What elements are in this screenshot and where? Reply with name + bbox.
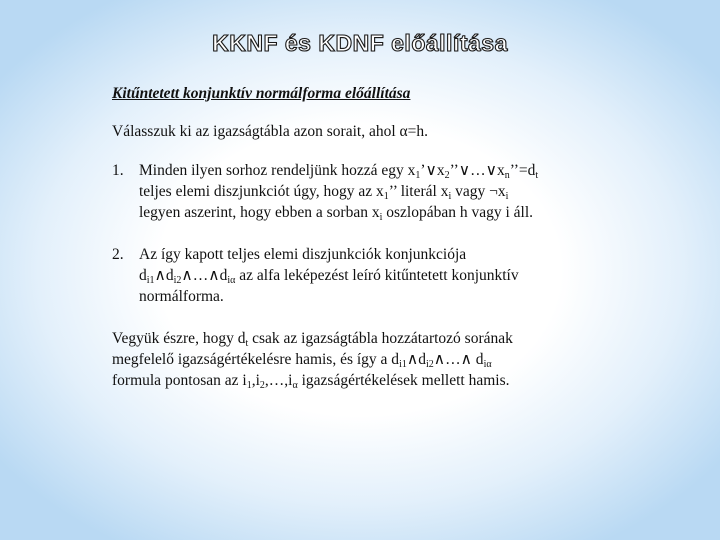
text-fragment: ,…,i (264, 372, 293, 389)
text-fragment: ’’=d (509, 162, 536, 179)
subscript: i2 (425, 359, 434, 370)
list-number: 2. (112, 246, 124, 263)
text-fragment: igazságértékelések mellett hamis. (297, 372, 510, 389)
subscript: i1 (146, 275, 155, 286)
closing-line (112, 370, 612, 391)
subscript: α (292, 380, 298, 391)
text-fragment: megfelelő igazságértékelésre hamis, és így a d (112, 351, 400, 368)
subscript: n (504, 170, 510, 181)
list-line (139, 265, 612, 286)
slide-title: KKNF és KDNF előállítása (212, 30, 508, 56)
list-line: Az így kapott teljes elemi diszjunkciók konjunkciója (139, 246, 467, 263)
list-line (139, 181, 612, 202)
subscript: i (379, 212, 383, 223)
subscript: i2 (173, 275, 182, 286)
text-fragment: Vegyük észre, hogy d (112, 330, 246, 347)
intro-text: Válasszuk ki az igazságtábla azon sorait, ahol α=h. (112, 123, 428, 140)
subscript: t (535, 170, 539, 181)
steps-list (112, 160, 612, 307)
section-subtitle: Kitűntetett konjunktív normálforma előállítása (112, 85, 411, 102)
list-item (112, 160, 612, 223)
text-fragment: csak az igazságtábla hozzátartozó sorának (248, 330, 513, 347)
slide-body (112, 83, 612, 391)
closing-paragraph (112, 328, 612, 391)
text-fragment: Minden ilyen sorhoz rendeljünk hozzá egy x (139, 162, 416, 179)
subscript: iα (227, 275, 236, 286)
subscript: iα (483, 359, 492, 370)
text-fragment: ’∨x (420, 162, 445, 179)
text-fragment: ,i (251, 372, 260, 389)
list-line: normálforma. (139, 288, 224, 305)
subscript: t (245, 338, 249, 349)
list-line (139, 202, 612, 223)
subscript: 2 (444, 170, 450, 181)
text-fragment: d (139, 267, 147, 284)
closing-line (112, 328, 612, 349)
text-fragment: ’’∨…∨x (449, 162, 505, 179)
text-fragment: formula pontosan az i (112, 372, 247, 389)
text-fragment: ∧…∧d (181, 267, 228, 284)
subscript: 1 (246, 380, 252, 391)
list-line (139, 160, 612, 181)
subscript: 2 (259, 380, 265, 391)
list-item (112, 244, 612, 307)
subscript: 1 (415, 170, 421, 181)
subscript: i (448, 191, 452, 202)
text-fragment: legyen aszerint, hogy ebben a sorban x (139, 204, 380, 221)
text-fragment: oszlopában h vagy i áll. (382, 204, 534, 221)
text-fragment: vagy ¬x (451, 183, 506, 200)
list-number: 1. (112, 162, 124, 179)
text-fragment: ’’ literál x (388, 183, 449, 200)
text-fragment: ∧d (406, 351, 426, 368)
text-fragment: ∧d (154, 267, 174, 284)
subscript: i1 (399, 359, 407, 370)
subscript: i (505, 191, 509, 202)
text-fragment: ∧…∧ d (433, 351, 484, 368)
subscript: 1 (383, 191, 389, 202)
text-fragment: teljes elemi diszjunkciót úgy, hogy az x (139, 183, 384, 200)
text-fragment: az alfa leképezést leíró kitűntetett konjunktív (235, 267, 519, 284)
closing-line (112, 349, 612, 370)
